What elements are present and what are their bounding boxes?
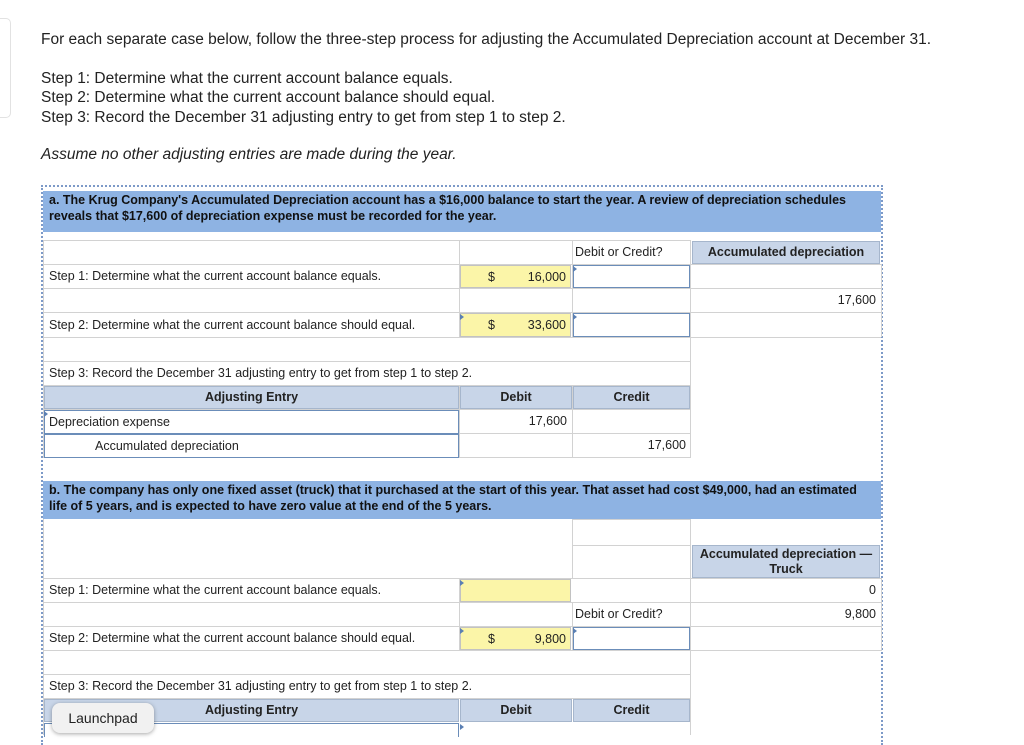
adjusting-entry-header: Adjusting Entry [44,386,459,409]
step1-debit-credit-select[interactable] [573,265,690,288]
dropdown-caret-icon [573,266,577,272]
dropdown-caret-icon [460,580,464,586]
truck-balance-start: 0 [869,583,876,597]
step1-label: Step 1: Determine what the current account balance equals. [49,269,382,283]
account-header: Accumulated depreciation [692,241,880,264]
debit-header-b: Debit [460,699,572,722]
adjusting-entry-header-b: Adjusting Entry [44,699,459,722]
step2-debit-credit-select-b[interactable] [573,627,690,650]
truck-balance-end: 9,800 [844,607,876,621]
step2-debit-credit-select[interactable] [573,313,690,337]
entry-row1-debit[interactable]: 17,600 [528,414,567,428]
step2-instruction: Step 2: Determine what the current account balance should equal. [41,89,496,106]
truck-account-header: Accumulated depreciation —Truck [692,545,880,578]
dropdown-caret-icon [573,314,577,320]
dropdown-caret-icon [460,628,464,634]
step2-label-b: Step 2: Determine what the current account balance should equal. [49,631,416,645]
step1-instruction: Step 1: Determine what the current account balance equals. [41,69,453,87]
step1-amount-field[interactable]: $ 16,000 [460,265,571,288]
step1-label-b: Step 1: Determine what the current account balance equals. [49,583,382,597]
step3-label-b: Step 3: Record the December 31 adjusting entry to get from step 1 to step 2. [49,679,473,693]
entry-row1-account[interactable]: Depreciation expense [44,410,459,434]
step2-label: Step 2: Determine what the current account balance should equal. [49,318,416,332]
dropdown-caret-icon [573,628,577,634]
instruction-line: For each separate case below, follow the three-step process for adjusting the Accumulated Depreciation account at December 31. [41,31,932,48]
step2-amount-field-b[interactable]: $ 9,800 [460,627,571,650]
dropdown-caret-icon [460,314,464,320]
step3-label: Step 3: Record the December 31 adjusting entry to get from step 1 to step 2. [49,366,473,380]
dropdown-caret-icon [44,411,48,417]
entry-row2-credit[interactable]: 17,600 [647,438,686,452]
step2-amount-field[interactable]: $ 33,600 [460,313,571,337]
part-a-header: a. The Krug Company's Accumulated Depreciation account has a $16,000 balance to start the year. A review of depreciation schedules reveals that $17,600 of depreciation expense must be recorded for the year. [43,191,881,232]
debit-or-credit-label: Debit or Credit? [575,245,663,259]
entry-row2-account[interactable]: Accumulated depreciation [44,434,459,458]
part-b-header: b. The company has only one fixed asset (truck) that it purchased at the start of this year. That asset had cost $49,000, had an estimated life of 5 years, and is expected to have zero value at the end of the 5 years. [43,481,881,519]
assumption-note: Assume no other adjusting entries are made during the year. [41,146,457,163]
launchpad-button[interactable]: Launchpad [52,703,154,733]
left-panel-edge [0,18,11,118]
account-balance-value: 17,600 [837,293,876,307]
credit-header: Credit [573,386,690,409]
step3-instruction: Step 3: Record the December 31 adjusting entry to get from step 1 to step 2. [41,108,566,126]
step1-amount-field-b[interactable] [460,579,571,602]
instructions [41,30,931,165]
debit-or-credit-label-b: Debit or Credit? [575,607,663,621]
dropdown-caret-icon [460,724,464,730]
debit-header: Debit [460,386,572,409]
credit-header-b: Credit [573,699,690,722]
